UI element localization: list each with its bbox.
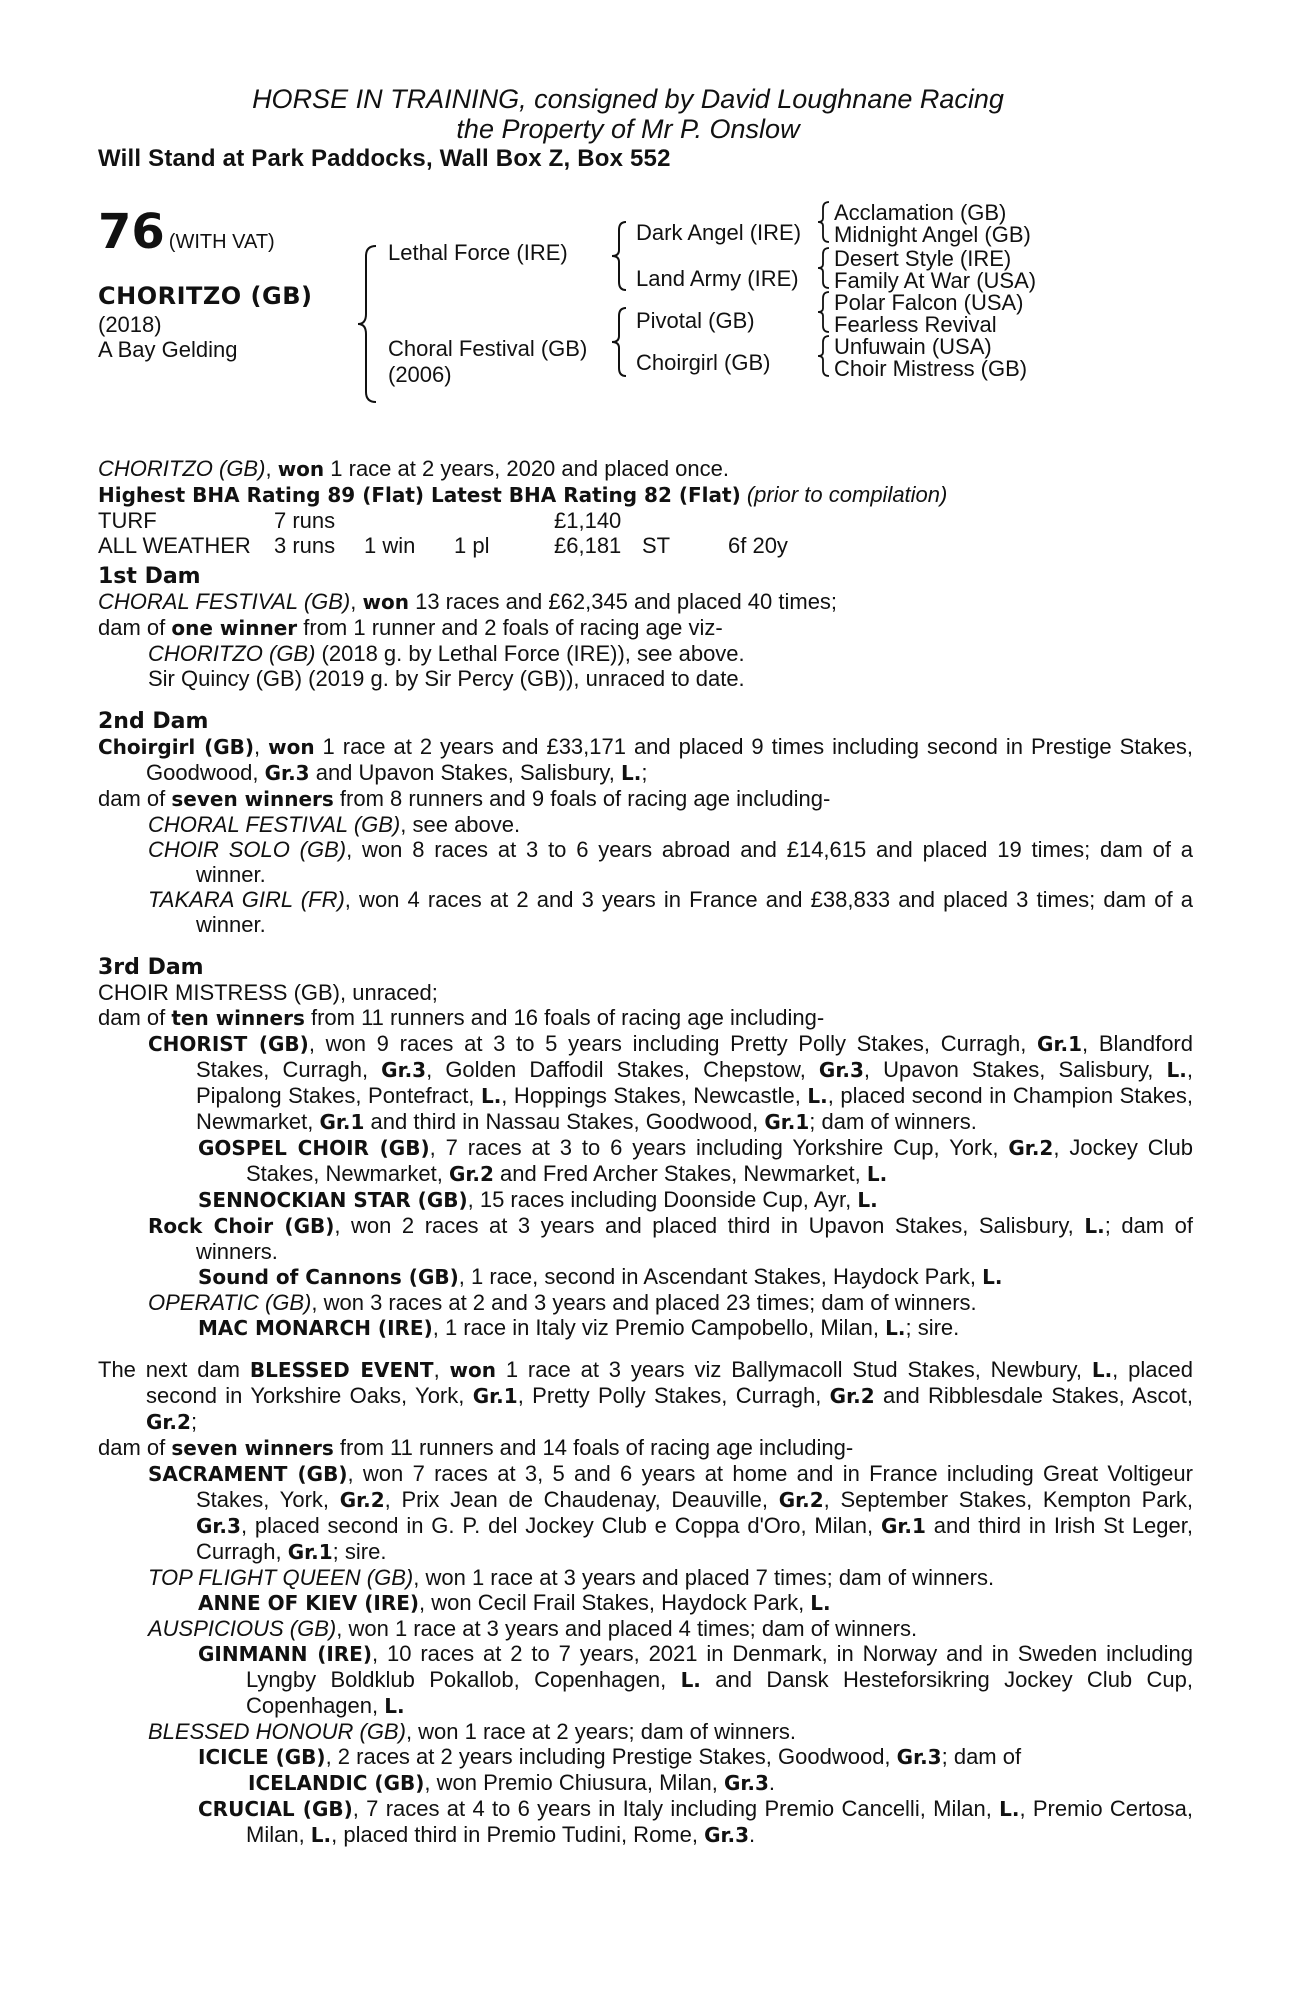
entry-text: , Pretty Polly Stakes, Curragh, [517, 1383, 830, 1408]
entry-text: , won 8 races at 3 to 6 years abroad and £14,615 and placed 19 times; dam of a winner. [196, 837, 1194, 887]
family-entry [98, 734, 1193, 786]
entry-text: , won 1 race at 3 years and placed 7 times; dam of winners. [413, 1565, 995, 1590]
entry-text: , won 9 races at 3 to 5 years including Pretty Polly Stakes, Curragh, [308, 1031, 1038, 1056]
family-entry [98, 1719, 1193, 1744]
entry-bold-text: Gr.1 [880, 1514, 926, 1538]
entry-text: , won 1 race at 3 years and placed 4 times; dam of winners. [336, 1616, 918, 1641]
entry-text: from 11 runners and 14 foals of racing age including- [333, 1435, 854, 1460]
entry-bold-text: Gr.3 [704, 1823, 750, 1847]
family-entry [98, 1590, 1193, 1616]
record-wins: 1 win [364, 533, 416, 558]
entry-bold-text: GOSPEL CHOIR (GB) [198, 1136, 430, 1160]
entry-bold-text: ten winners [171, 1006, 305, 1030]
entry-text: 13 races and £62,345 and placed 40 times; [408, 589, 838, 614]
family-entry [98, 641, 1193, 666]
family-entry [98, 1031, 1193, 1135]
entry-text: ; dam of winners. [809, 1109, 977, 1134]
section-heading: 2nd Dam [98, 709, 209, 734]
entry-text: , won 3 races at 2 and 3 years and placed 23 times; dam of winners. [311, 1290, 977, 1315]
entry-italic-name: CHORAL FESTIVAL (GB) [98, 589, 351, 614]
pedigree-brace-main [356, 244, 380, 404]
entry-bold-text: L. [680, 1668, 701, 1692]
dd-dam: Choir Mistress (GB) [834, 356, 1028, 381]
entry-bold-text: L. [885, 1316, 906, 1340]
entry-text: , 2 races at 2 years including Prestige Stakes, Goodwood, [325, 1744, 897, 1769]
pedigree-brace-dam [610, 306, 630, 378]
family-entry [98, 837, 1193, 887]
entry-text: ; sire. [332, 1539, 387, 1564]
entry-text: , placed second in G. P. del Jockey Club e Coppa d'Oro, Milan, [240, 1513, 881, 1538]
entry-text: and Ribblesdale Stakes, Ascot, [874, 1383, 1193, 1408]
entry-text: ; sire. [905, 1315, 960, 1340]
entry-bold-text: L. [807, 1084, 828, 1108]
entry-text: , placed third in Premio Tudini, Rome, [331, 1822, 705, 1847]
dam-section [98, 709, 1193, 937]
entry-bold-text: Gr.2 [448, 1162, 494, 1186]
catalogue-page [98, 84, 1198, 1847]
family-entry [98, 1565, 1193, 1590]
entry-text: CHOIR MISTRESS (GB), unraced; [98, 980, 438, 1005]
entry-italic-name: OPERATIC (GB) [148, 1290, 312, 1315]
entry-italic-name: TOP FLIGHT QUEEN (GB) [148, 1565, 414, 1590]
ds-sire: Polar Falcon (USA) [834, 290, 1024, 315]
entry-text: . [768, 1770, 776, 1795]
brace-ss [816, 200, 832, 244]
entry-bold-text: Gr.1 [287, 1540, 333, 1564]
entry-text: , 1 race in Italy viz Premio Campobello, Milan, [432, 1315, 886, 1340]
entry-text: , [350, 589, 363, 614]
entry-bold-text: ICELANDIC (GB) [248, 1771, 425, 1795]
entry-text: from 11 runners and 16 foals of racing age including- [304, 1005, 825, 1030]
entry-text: , 1 race, second in Ascendant Stakes, Haydock Park, [458, 1264, 983, 1289]
entry-bold-text: Choirgirl (GB) [98, 735, 255, 759]
family-entry [98, 1435, 1193, 1461]
entry-bold-text: L. [999, 1797, 1020, 1821]
family-entry [98, 1461, 1193, 1565]
ratings-note: (prior to compilation) [746, 482, 948, 507]
entry-text: , [433, 1357, 450, 1382]
entry-text: , Blandford Stakes, Curragh, [196, 1031, 1193, 1082]
entry-text: , Premio Certosa, Milan, [246, 1796, 1193, 1847]
family-entry [98, 1187, 1193, 1213]
brace-ds [816, 290, 832, 334]
entry-text: ; [190, 1409, 198, 1434]
dam-section [98, 1341, 1193, 1848]
entry-text: . [749, 1822, 756, 1847]
stand-location: Will Stand at Park Paddocks, Wall Box Z, Box 552 [98, 145, 671, 172]
entry-text: , 7 races at 3 to 6 years including Yorkshire Cup, York, [429, 1135, 1009, 1160]
record-placed: 1 pl [454, 533, 490, 558]
entry-text: , [254, 734, 269, 759]
ratings-title: Highest BHA Rating 89 (Flat) Latest BHA Rating 82 (Flat) [98, 483, 741, 507]
entry-text: , won 1 race at 2 years; dam of winners. [405, 1719, 797, 1744]
entry-bold-text: Gr.3 [196, 1514, 241, 1538]
family-entry [98, 1796, 1193, 1848]
entry-text: , 10 races at 2 to 7 years, 2021 in Denmark, in Norway and in Sweden including Lyngby Boldklub Pokallob, Copenhagen, [246, 1641, 1193, 1692]
entry-italic-name: TAKARA GIRL (FR) [148, 887, 345, 912]
ds-dam: Fearless Revival [834, 312, 997, 337]
entry-bold-text: Rock Choir (GB) [148, 1214, 335, 1238]
entry-text: , 15 races including Doonside Cup, Ayr, [467, 1187, 858, 1212]
dam: Choral Festival (GB) [388, 336, 588, 361]
summary-comma: , [265, 456, 272, 481]
entry-text: , see above. [400, 812, 521, 837]
entry-bold-text: one winner [171, 616, 298, 640]
entry-bold-text: SACRAMENT (GB) [148, 1462, 348, 1486]
dam-section [98, 564, 1193, 691]
entry-text: Sir Quincy (GB) (2019 g. by Sir Percy (GB)), unraced to date. [148, 666, 745, 691]
entry-bold-text: Gr.2 [146, 1410, 191, 1434]
entry-text: , Pipalong Stakes, Pontefract, [196, 1057, 1193, 1108]
horse-description: A Bay Gelding [98, 337, 238, 362]
family-entry [98, 980, 1193, 1005]
entry-text: , September Stakes, Kempton Park, [823, 1487, 1193, 1512]
entry-text: , placed second in Champion Stakes, Newmarket, [196, 1083, 1193, 1134]
entry-text: , Upavon Stakes, Salisbury, [863, 1057, 1167, 1082]
entry-bold-text: L. [982, 1265, 1003, 1289]
entry-text: , won 4 races at 2 and 3 years in France and £38,833 and placed 3 times; dam of a winner. [196, 887, 1193, 937]
family-entry [98, 1005, 1193, 1031]
entry-bold-text: L. [621, 761, 642, 785]
entry-bold-text: Gr.3 [896, 1745, 942, 1769]
dam-dam: Choirgirl (GB) [636, 350, 771, 375]
pedigree-brace-sire [610, 220, 630, 292]
entry-text: dam of [98, 615, 172, 640]
family-sections [98, 546, 1193, 1848]
entry-bold-text: L. [1166, 1058, 1187, 1082]
record-dist: 6f 20y [728, 533, 788, 558]
entry-bold-text: seven winners [171, 787, 334, 811]
entry-text: and Dansk Hesteforsikring Jockey Club Cup, Copenhagen, [246, 1667, 1193, 1718]
family-entry [98, 589, 1193, 615]
entry-text: , 7 races at 4 to 6 years in Italy including Premio Cancelli, Milan, [352, 1796, 1000, 1821]
entry-bold-text: Gr.2 [778, 1488, 824, 1512]
sd-sire: Desert Style (IRE) [834, 246, 1012, 271]
entry-bold-text: Gr.2 [1008, 1136, 1054, 1160]
family-entry [98, 812, 1193, 837]
entry-text: and third in Irish St Leger, Curragh, [196, 1513, 1193, 1564]
entry-text: ; [641, 760, 648, 785]
family-entry [98, 1264, 1193, 1290]
family-entry [98, 1357, 1193, 1435]
record-row [98, 508, 1193, 533]
entry-bold-text: Gr.3 [381, 1058, 427, 1082]
record-runs: 7 runs [274, 508, 336, 533]
vat-label: (WITH VAT) [168, 231, 275, 253]
entry-bold-text: L. [810, 1591, 831, 1615]
lot-number: 76 [98, 204, 165, 260]
entry-bold-text: won [449, 1358, 496, 1382]
summary-horse: CHORITZO (GB) [98, 456, 266, 481]
family-entry [98, 1770, 1193, 1796]
family-entry [98, 1616, 1193, 1641]
entry-bold-text: L. [310, 1823, 332, 1847]
entry-text: (2018 g. by Lethal Force (IRE)), see above. [315, 641, 745, 666]
entry-bold-text: ANNE OF KIEV (IRE) [198, 1591, 420, 1615]
entry-text: , won Cecil Frail Stakes, Haydock Park, [419, 1590, 811, 1615]
entry-text: ; dam of winners. [196, 1213, 1194, 1264]
entry-bold-text: L. [1091, 1358, 1113, 1382]
entry-bold-text: Gr.2 [829, 1384, 875, 1408]
dd-sire: Unfuwain (USA) [834, 334, 992, 359]
entry-text: , Jockey Club Stakes, Newmarket, [246, 1135, 1193, 1186]
entry-text: 1 race at 2 years and £33,171 and placed 9 times including second in Prestige Stakes, Goodwood, [146, 734, 1193, 785]
record-surface: TURF [98, 508, 157, 533]
entry-bold-text: won [268, 735, 315, 759]
family-entry [98, 615, 1193, 641]
entry-bold-text: Gr.1 [319, 1110, 365, 1134]
ss-sire: Acclamation (GB) [834, 200, 1007, 225]
family-entry [98, 1135, 1193, 1187]
entry-bold-text: L. [1084, 1214, 1105, 1238]
brace-sd [816, 246, 832, 290]
ss-dam: Midnight Angel (GB) [834, 222, 1031, 247]
entry-bold-text: seven winners [171, 1436, 334, 1460]
race-summary [98, 456, 1193, 482]
entry-bold-text: Gr.1 [1037, 1032, 1082, 1056]
entry-bold-text: CHORIST (GB) [148, 1032, 309, 1056]
family-entry [98, 786, 1193, 812]
entry-italic-name: AUSPICIOUS (GB) [148, 1616, 337, 1641]
family-entry [98, 1744, 1193, 1770]
section-heading: 3rd Dam [98, 955, 204, 980]
entry-text: , won 2 races at 3 years and placed third in Upavon Stakes, Salisbury, [334, 1213, 1085, 1238]
family-entry [98, 1315, 1193, 1341]
entry-text: dam of [98, 1005, 172, 1030]
entry-bold-text: L. [480, 1084, 502, 1108]
family-entry [98, 887, 1193, 937]
entry-italic-name: CHOIR SOLO (GB) [148, 837, 347, 862]
summary-rest: 1 race at 2 years, 2020 and placed once. [324, 456, 729, 481]
sire-sire: Dark Angel (IRE) [636, 220, 802, 245]
entry-italic-name: CHORAL FESTIVAL (GB) [148, 812, 401, 837]
lot-number-block [98, 204, 275, 260]
record-going: ST [642, 533, 671, 558]
entry-text: , Hoppings Stakes, Newcastle, [501, 1083, 808, 1108]
family-entry [98, 666, 1193, 691]
entry-bold-text: Gr.2 [339, 1488, 385, 1512]
record-prize: £1,140 [554, 508, 622, 533]
entry-bold-text: won [362, 590, 409, 614]
entry-bold-text: L. [384, 1694, 405, 1718]
entry-italic-name: BLESSED HONOUR (GB) [148, 1719, 406, 1744]
entry-bold-text: ICICLE (GB) [198, 1745, 326, 1769]
family-entry [98, 1290, 1193, 1315]
horse-year: (2018) [98, 312, 162, 337]
sd-dam: Family At War (USA) [834, 268, 1037, 293]
entry-bold-text: L. [866, 1162, 888, 1186]
entry-bold-text: BLESSED EVENT [249, 1358, 434, 1382]
entry-bold-text: Gr.3 [264, 761, 310, 785]
entry-text: from 8 runners and 9 foals of racing age including- [333, 786, 831, 811]
entry-text: The next dam [98, 1357, 250, 1382]
entry-text: , won 7 races at 3, 5 and 6 years at home and in France including Great Voltigeur Stakes, York, [196, 1461, 1193, 1512]
entry-bold-text: MAC MONARCH (IRE) [198, 1316, 433, 1340]
brace-dd [816, 334, 832, 378]
record-prize: £6,181 [554, 533, 622, 558]
entry-bold-text: SENNOCKIAN STAR (GB) [198, 1188, 468, 1212]
entry-text: ; dam of [941, 1744, 1022, 1769]
summary-won: won [277, 457, 325, 481]
record-runs: 3 runs [274, 533, 336, 558]
entry-text: , won Premio Chiusura, Milan, [424, 1770, 724, 1795]
entry-text: and third in Nassau Stakes, Goodwood, [364, 1109, 765, 1134]
entry-text: , placed second in Yorkshire Oaks, York, [146, 1357, 1193, 1408]
entry-text: , Golden Daffodil Stakes, Chepstow, [426, 1057, 819, 1082]
entry-text: from 1 runner and 2 foals of racing age viz- [297, 615, 723, 640]
family-entry [98, 1641, 1193, 1719]
consignor-line: HORSE IN TRAINING, consigned by David Loughnane Racing [252, 84, 1004, 114]
entry-text: dam of [98, 1435, 172, 1460]
entry-text: , Prix Jean de Chaudenay, Deauville, [384, 1487, 779, 1512]
entry-text: and Upavon Stakes, Salisbury, [309, 760, 622, 785]
dam-sire: Pivotal (GB) [636, 308, 755, 333]
entry-text: 1 race at 3 years viz Ballymacoll Stud Stakes, Newbury, [496, 1357, 1092, 1382]
entry-bold-text: Gr.1 [472, 1384, 518, 1408]
record-surface: ALL WEATHER [98, 533, 251, 558]
section-heading: 1st Dam [98, 564, 201, 589]
dam-section [98, 955, 1193, 1341]
entry-bold-text: Gr.1 [764, 1110, 810, 1134]
entry-text: dam of [98, 786, 172, 811]
entry-italic-name: CHORITZO (GB) [148, 641, 316, 666]
entry-bold-text: Sound of Cannons (GB) [198, 1265, 459, 1289]
sire-dam: Land Army (IRE) [636, 266, 799, 291]
horse-name: CHORITZO (GB) [98, 282, 313, 310]
entry-bold-text: Gr.3 [723, 1771, 769, 1795]
header [98, 84, 1198, 174]
dam-year: (2006) [388, 362, 452, 387]
entry-bold-text: CRUCIAL (GB) [198, 1797, 353, 1821]
entry-text: and Fred Archer Stakes, Newmarket, [493, 1161, 867, 1186]
entry-bold-text: GINMANN (IRE) [198, 1642, 372, 1666]
entry-bold-text: L. [857, 1188, 878, 1212]
family-entry [98, 1213, 1193, 1264]
entry-bold-text: Gr.3 [818, 1058, 864, 1082]
property-line: the Property of Mr P. Onslow [456, 114, 800, 144]
sire: Lethal Force (IRE) [388, 240, 568, 265]
